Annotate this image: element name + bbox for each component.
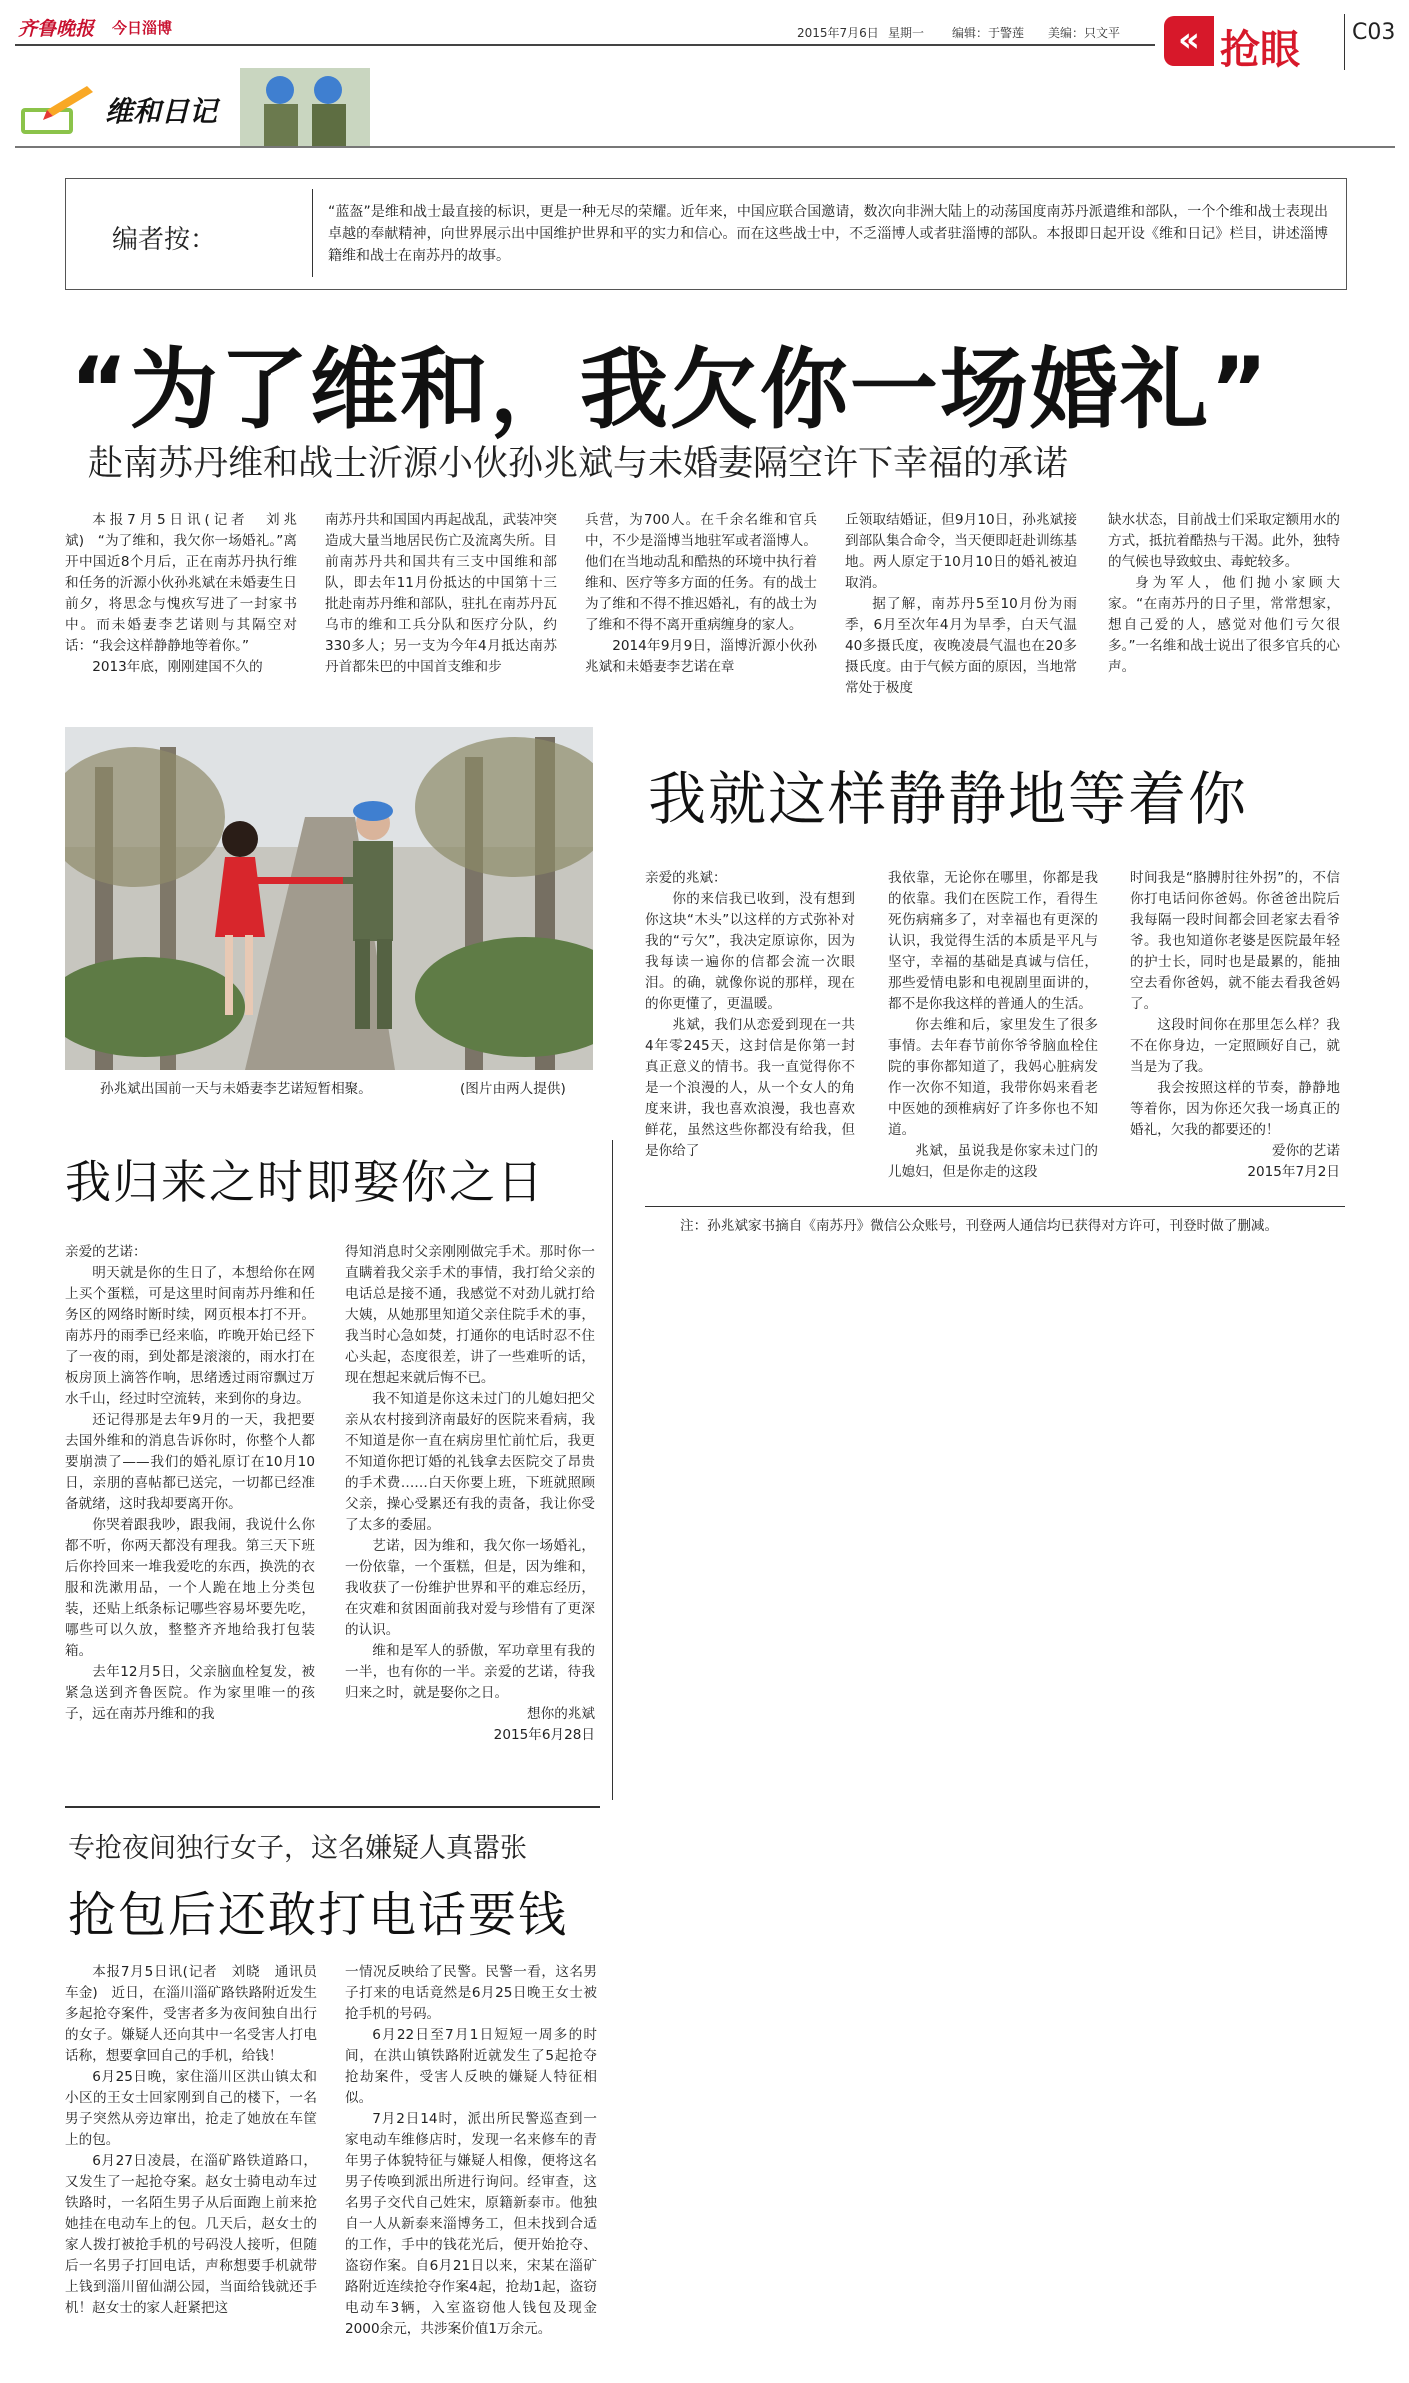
home-letter-headline: 我归来之时即娶你之日 [65, 1155, 545, 1209]
paper-logo: 齐鲁晚报 [18, 18, 95, 40]
main-story-col-5 [1108, 510, 1340, 678]
editor-credit: 编辑：于警莲 [952, 26, 1025, 40]
paragraph: 2014年9月9日，淄博沂源小伙孙兆斌和未婚妻李艺诺在章 [585, 638, 817, 675]
page-number: C03 [1352, 20, 1396, 45]
main-headline: “为了维和，我欠你一场婚礼” [70, 338, 1270, 441]
paragraph: 兆斌，我们从恋爱到现在一共4年零245天，这封信是你第一封真正意义的情书。我一直觉得你不是一个浪漫的人，从一个女人的角度来讲，我也喜欢浪漫，我也喜欢鲜花，虽然这些你都没有给我，但是你给了 [645, 1017, 855, 1159]
crime-kicker: 专抢夜间独行女子，这名嫌疑人真嚣张 [68, 1833, 527, 1864]
editor-note-box [65, 178, 1347, 290]
home-letter-col-2 [345, 1242, 595, 1746]
paragraph: 你去维和后，家里发生了很多事情。去年春节前你爷爷脑血栓住院的事你都知道了，我妈心脏病发作一次你不知道，我带你妈来看老中医她的颈椎病好了许多你也不知道。 [888, 1017, 1098, 1138]
paragraph: 本报7月5日讯(记者 刘晓 通讯员 车金) 近日，在淄川淄矿路铁路附近发生多起抢夺案件，受害者多为夜间独自出行的女子。嫌疑人还向其中一名受害人打电话称，想要拿回自己的手机，给钱！ [65, 1964, 331, 2064]
paragraph: 你的来信我已收到，没有想到你这块“木头”以这样的方式弥补对我的“亏欠”，我决定原谅你，因为我每读一遍你的信都会流一次眼泪。的确，就像你说的那样，现在的你更懂了，更温暖。 [645, 891, 855, 1012]
main-story-col-3 [585, 510, 817, 678]
letter-signature: 爱你的艺诺 [1272, 1143, 1340, 1159]
paragraph: 2013年底，刚刚建国不久的 [92, 659, 263, 675]
paragraph: 据了解，南苏丹5至10月份为雨季，6月至次年4月为旱季，白天气温40多摄氏度，夜晚凌晨气温也在20多摄氏度。由于气候方面的原因，当地常常处于极度 [845, 596, 1077, 696]
paragraph: 时间我是“胳膊肘往外拐”的，不信你打电话问你爸妈。你爸爸出院后我每隔一段时间都会回老家去看爷爷。我也知道你老婆是医院最年轻的护士长，同时也是最累的，能抽空去看你爸妈，就不能去看我爸妈了。 [1130, 870, 1340, 1012]
crime-story-col-2 [345, 1962, 597, 2340]
paragraph: 维和是军人的骄傲，军功章里有我的一半，也有你的一半。亲爱的艺诺，待我归来之时，就是娶你之日。 [345, 1643, 595, 1701]
paragraph: 艺诺，因为维和，我欠你一场婚礼，一份依靠，一个蛋糕，但是，因为维和，我收获了一份维护世界和平的难忘经历，在灾难和贫困面前我对爱与珍惜有了更深的认识。 [345, 1538, 595, 1638]
series-logo-text: 维和日记 [105, 95, 218, 128]
main-story-col-2 [325, 510, 557, 678]
soldiers-photo-icon [240, 68, 370, 146]
photo-caption: 孙兆斌出国前一天与未婚妻李艺诺短暂相聚。 [100, 1081, 372, 1097]
reply-letter-col-1 [645, 868, 855, 1162]
main-story-col-4 [845, 510, 1077, 699]
series-logo [15, 68, 365, 146]
letter-salutation: 亲爱的兆斌： [645, 870, 727, 886]
paragraph: 6月22日至7月1日短短一周多的时间，在洪山镇铁路附近就发生了5起抢夺抢劫案件，受害人反映的嫌疑人特征相似。 [345, 2027, 597, 2106]
paragraph: 去年12月5日，父亲脑血栓复发，被紧急送到齐鲁医院。作为家里唯一的孩子，远在南苏丹维和的我 [65, 1664, 315, 1722]
paragraph: 明天就是你的生日了，本想给你在网上买个蛋糕，可是这里时间南苏丹维和任务区的网络时断时续，网页根本打不开。南苏丹的雨季已经来临，昨晚开始已经下了一夜的雨，到处都是滚滚的，雨水打在板房顶上滴答作响，思绪透过雨帘飘过万水千山，经过时空流转，来到你的身边。 [65, 1265, 315, 1407]
reply-letter-col-3 [1130, 868, 1340, 1183]
column-badge [1164, 16, 1332, 73]
editor-note-text: “蓝盔”是维和战士最直接的标识，更是一种无尽的荣耀。近年来，中国应联合国邀请，数次向非洲大陆上的动荡国度南苏丹派遣维和部队，一个个维和战士表现出卓越的奉献精神，向世界展示出中国维护世界和平的实力和信心。而在这些战士中，不乏淄博人或者驻淄博的部队。本报即日起开设《维和日记》栏目，讲述淄博籍维和战士在南苏丹的故事。 [328, 204, 1328, 264]
paragraph: 我会按照这样的节奏，静静地等着你，因为你还欠我一场真正的婚礼，欠我的都要还的！ [1130, 1080, 1340, 1138]
home-letter-col-1 [65, 1242, 315, 1725]
column-title: 抢眼 [1220, 27, 1300, 73]
letter-date: 2015年6月28日 [493, 1727, 595, 1743]
reply-letter-col-2 [888, 868, 1098, 1183]
paragraph: 我依靠，无论你在哪里，你都是我的依靠。我们在医院工作，看得生死伤病痛多了，对幸福也有更深的认识，我觉得生活的本质是平凡与坚守，幸福的基础是真诚与信任，那些爱情电影和电视剧里面讲的，都不是你我这样的普通人的生活。 [888, 870, 1098, 1012]
paragraph: 一情况反映给了民警。民警一看，这名男子打来的电话竟然是6月25日晚王女士被抢手机的号码。 [345, 1964, 597, 2022]
letter-date: 2015年7月2日 [1247, 1164, 1340, 1180]
paragraph: 7月2日14时，派出所民警巡查到一家电动车维修店时，发现一名来修车的青年男子体貌特征与嫌疑人相像，便将这名男子传唤到派出所进行询问。经审查，这名男子交代自己姓宋，原籍新泰市。他独自一人从新泰来淄博务工，但未找到合适的工作，手中的钱花光后，便开始抢夺、盗窃作案。自6月21日以来，宋某在淄矿路附近连续抢夺作案4起，抢劫1起，盗窃电动车3辆，入室盗窃他人钱包及现金2000余元，共涉案价值1万余元。 [345, 2111, 597, 2337]
chevron-double-left-icon: « [1164, 16, 1214, 66]
paragraph: 本报7月5日讯(记者 刘兆斌) “为了维和，我欠你一场婚礼。”离开中国近8个月后，正在南苏丹执行维和任务的沂源小伙孙兆斌在未婚妻生日前夕，将思念与愧疚写进了一封家书中。而未婚妻李艺诺则与其隔空对话：“我会这样静静地等着你。” [65, 512, 297, 654]
crime-story-col-1 [65, 1962, 331, 2319]
letter-signature: 想你的兆斌 [527, 1706, 595, 1722]
paragraph: 丘领取结婚证，但9月10日，孙兆斌接到部队集合命令，当天便即赶赴训练基地。两人原定于10月10日的婚礼被迫取消。 [845, 512, 1077, 591]
issue-date: 2015年7月6日 [797, 26, 879, 40]
photo-credit: (图片由两人提供) [460, 1081, 566, 1097]
reply-letter-note: 注：孙兆斌家书摘自《南苏丹》微信公众账号，刊登两人通信均已获得对方许可，刊登时做了删减。 [680, 1218, 1279, 1234]
paragraph: 6月27日凌晨，在淄矿路铁道路口，又发生了一起抢夺案。赵女士骑电动车过铁路时，一名陌生男子从后面跑上前来抢她挂在电动车上的包。几天后，赵女士的家人拨打被抢手机的号码没人接听，但随后一名男子打回电话，声称想要手机就带上钱到淄川留仙湖公园，当面给钱就还手机！赵女士的家人赶紧把这 [65, 2153, 317, 2316]
paragraph: 得知消息时父亲刚刚做完手术。那时你一直瞒着我父亲手术的事情，我打给父亲的电话总是接不通，我感觉不对劲儿就打给大姨，从她那里知道父亲住院手术的事，我当时心急如焚，打通你的电话时忍不住心头起，态度很差，讲了一些难听的话，现在想起来就后悔不已。 [345, 1244, 595, 1386]
main-story-col-1 [65, 510, 297, 678]
paragraph: 我不知道是你这未过门的儿媳妇把父亲从农村接到济南最好的医院来看病，我不知道是你一直在病房里忙前忙后，我更不知道你把订婚的礼钱拿去医院交了昂贵的手术费……白天你要上班，下班就照顾父亲，操心受累还有我的责备，我让你受了太多的委屈。 [345, 1391, 595, 1533]
main-subheadline: 赴南苏丹维和战士沂源小伙孙兆斌与未婚妻隔空许下幸福的承诺 [88, 444, 1069, 484]
crime-headline: 抢包后还敢打电话要钱 [68, 1887, 569, 1943]
paragraph: 兵营，为700人。在千余名维和官兵中，不少是淄博当地驻军或者淄博人。他们在当地动乱和酷热的环境中执行着维和、医疗等多方面的任务。有的战士为了维和不得不推迟婚礼，有的战士为了维和不得不离开重病缠身的家人。 [585, 512, 817, 633]
designer-credit: 美编：只文平 [1048, 26, 1121, 40]
paragraph: 南苏丹共和国国内再起战乱，武装冲突造成大量当地居民伤亡及流离失所。目前南苏丹共和国共有三支中国维和部队，即去年11月份抵达的中国第十三批赴南苏丹维和部队，驻扎在南苏丹瓦乌市的维和工兵分队和医疗分队，约330多人；另一支为今年4月抵达南苏丹首都朱巴的中国首支维和步 [325, 512, 557, 675]
paragraph: 6月25日晚，家住淄川区洪山镇太和小区的王女士回家刚到自己的楼下，一名男子突然从旁边窜出，抢走了她放在车筐上的包。 [65, 2069, 317, 2148]
couple-photo [65, 727, 593, 1070]
paragraph: 还记得那是去年9月的一天，我把要去国外维和的消息告诉你时，你整个人都要崩溃了——我们的婚礼原订在10月10日，亲朋的喜帖都已送完，一切都已经准备就绪，这时我却要离开你。 [65, 1412, 315, 1512]
paragraph: 这段时间你在那里怎么样？我不在你身边，一定照顾好自己，就当是为了我。 [1130, 1017, 1340, 1075]
paragraph: 缺水状态，目前战士们采取定额用水的方式，抵抗着酷热与干渴。此外，独特的气候也导致蚊虫、毒蛇较多。 [1108, 512, 1340, 570]
editor-note-label: 编者按： [112, 225, 217, 255]
reply-letter-headline: 我就这样静静地等着你 [648, 765, 1249, 833]
issue-weekday: 星期一 [888, 26, 925, 40]
paragraph: 你哭着跟我吵，跟我闹，我说什么你都不听，你两天都没有理我。第三天下班后你拎回来一堆我爱吃的东西，换洗的衣服和洗漱用品，一个人跪在地上分类包装，还贴上纸条标记哪些容易坏要先吃，哪些可以久放，整整齐齐地给我打包装箱。 [65, 1517, 315, 1659]
paragraph: 兆斌，虽说我是你家未过门的儿媳妇，但是你走的这段 [888, 1143, 1098, 1180]
section-name: 今日淄博 [112, 19, 173, 37]
letter-salutation: 亲爱的艺诺： [65, 1244, 147, 1260]
paragraph: 身为军人，他们抛小家顾大家。“在南苏丹的日子里，常常想家，想自己爱的人，感觉对他们亏欠很多。”一名维和战士说出了很多官兵的心声。 [1108, 575, 1340, 675]
pencil-book-icon [17, 82, 97, 142]
